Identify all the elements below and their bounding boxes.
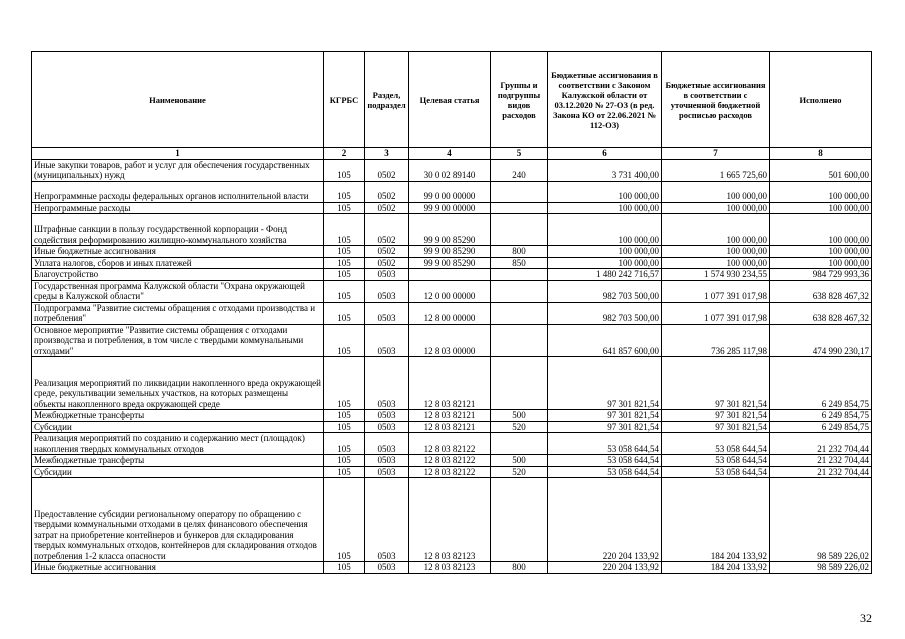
row-law-allocation: 97 301 821,54 (548, 357, 662, 410)
header-law-allocations: Бюджетные ассигнования в соответствии с Законом Калужской области от 03.12.2020 № 27-ОЗ (в ред. Закона КО от 22.06.2021 № 112-ОЗ) (548, 52, 662, 148)
column-number: 1 (32, 148, 324, 160)
row-expense-group: 520 (491, 466, 548, 478)
row-kgrbs: 105 (324, 466, 365, 478)
row-expense-group (491, 433, 548, 455)
row-refined-allocation: 736 285 117,98 (662, 324, 770, 357)
row-name: Основное мероприятие "Развитие системы обращения с отходами производства и потребления, в том числе с твердыми коммунальными отходами" (32, 324, 324, 357)
row-expense-group (491, 357, 548, 410)
table-row (32, 269, 872, 281)
row-name: Субсидии (32, 421, 324, 433)
table-row (32, 478, 872, 562)
row-kgrbs: 105 (324, 280, 365, 302)
row-law-allocation: 100 000,00 (548, 257, 662, 269)
row-refined-allocation: 184 204 133,92 (662, 562, 770, 574)
row-name: Уплата налогов, сборов и иных платежей (32, 257, 324, 269)
row-executed: 98 589 226,02 (770, 478, 872, 562)
row-name: Подпрограмма "Развитие системы обращения с отходами производства и потребления" (32, 302, 324, 324)
row-section: 0503 (365, 410, 409, 422)
row-law-allocation: 982 703 500,00 (548, 280, 662, 302)
row-section: 0502 (365, 257, 409, 269)
row-name: Штрафные санкции в пользу государственной корпорации - Фонд содействия реформированию жилищно-коммунального хозяйства (32, 214, 324, 246)
row-section: 0503 (365, 455, 409, 467)
row-target-article: 99 9 00 00000 (409, 202, 491, 214)
row-kgrbs: 105 (324, 269, 365, 281)
table-row (32, 257, 872, 269)
row-executed: 638 828 467,32 (770, 280, 872, 302)
row-name: Непрограммные расходы федеральных органов исполнительной власти (32, 181, 324, 202)
row-executed: 100 000,00 (770, 257, 872, 269)
row-executed: 100 000,00 (770, 246, 872, 258)
row-law-allocation: 220 204 133,92 (548, 478, 662, 562)
row-law-allocation: 3 731 400,00 (548, 159, 662, 181)
row-section: 0503 (365, 562, 409, 574)
column-number: 8 (770, 148, 872, 160)
row-expense-group (491, 324, 548, 357)
row-section: 0502 (365, 181, 409, 202)
row-executed: 6 249 854,75 (770, 421, 872, 433)
header-target-article: Целевая статья (409, 52, 491, 148)
row-refined-allocation: 53 058 644,54 (662, 433, 770, 455)
table-row (32, 302, 872, 324)
row-executed: 98 589 226,02 (770, 562, 872, 574)
row-target-article: 99 9 00 85290 (409, 257, 491, 269)
row-section: 0502 (365, 202, 409, 214)
row-executed: 6 249 854,75 (770, 410, 872, 422)
row-executed: 100 000,00 (770, 202, 872, 214)
row-executed: 21 232 704,44 (770, 433, 872, 455)
row-section: 0502 (365, 214, 409, 246)
table-row (32, 280, 872, 302)
row-refined-allocation: 100 000,00 (662, 181, 770, 202)
row-name: Предоставление субсидии региональному оператору по обращению с твердыми коммунальными отходами в целях финансового обеспечения затрат на приобретение контейнеров и бункеров для складирования твердых коммунальных отходов, контейнеров для складирования отходов потребления 1-2 класса опасности (32, 478, 324, 562)
row-expense-group (491, 280, 548, 302)
row-law-allocation: 641 857 600,00 (548, 324, 662, 357)
row-name: Государственная программа Калужской области "Охрана окружающей среды в Калужской области" (32, 280, 324, 302)
row-kgrbs: 105 (324, 302, 365, 324)
row-law-allocation: 53 058 644,54 (548, 466, 662, 478)
row-name: Межбюджетные трансферты (32, 410, 324, 422)
row-target-article: 12 8 03 82122 (409, 455, 491, 467)
row-expense-group (491, 269, 548, 281)
row-expense-group: 500 (491, 455, 548, 467)
header-refined-allocations: Бюджетные ассигнования в соответствии с уточненной бюджетной росписью расходов (662, 52, 770, 148)
row-executed: 100 000,00 (770, 214, 872, 246)
row-section: 0503 (365, 478, 409, 562)
row-target-article (409, 269, 491, 281)
row-name: Иные бюджетные ассигнования (32, 246, 324, 258)
row-law-allocation: 100 000,00 (548, 214, 662, 246)
row-kgrbs: 105 (324, 181, 365, 202)
row-refined-allocation: 53 058 644,54 (662, 455, 770, 467)
row-law-allocation: 220 204 133,92 (548, 562, 662, 574)
row-kgrbs: 105 (324, 410, 365, 422)
row-executed: 501 600,00 (770, 159, 872, 181)
row-kgrbs: 105 (324, 257, 365, 269)
row-expense-group: 800 (491, 562, 548, 574)
row-name: Непрограммные расходы (32, 202, 324, 214)
column-number: 5 (491, 148, 548, 160)
table-body (32, 159, 872, 573)
row-target-article: 12 8 03 82123 (409, 562, 491, 574)
table-row (32, 410, 872, 422)
row-section: 0503 (365, 433, 409, 455)
row-executed: 6 249 854,75 (770, 357, 872, 410)
row-expense-group: 800 (491, 246, 548, 258)
row-target-article: 12 8 03 82121 (409, 357, 491, 410)
table-row (32, 159, 872, 181)
row-name: Реализация мероприятий по созданию и содержанию мест (площадок) накопления твердых коммунальных отходов (32, 433, 324, 455)
header-section: Раздел, подраздел (365, 52, 409, 148)
row-kgrbs: 105 (324, 455, 365, 467)
row-section: 0503 (365, 324, 409, 357)
column-number: 7 (662, 148, 770, 160)
row-target-article: 12 8 03 00000 (409, 324, 491, 357)
row-law-allocation: 100 000,00 (548, 246, 662, 258)
column-number: 6 (548, 148, 662, 160)
row-executed: 100 000,00 (770, 181, 872, 202)
column-number: 2 (324, 148, 365, 160)
row-target-article: 99 9 00 85290 (409, 214, 491, 246)
row-name: Благоустройство (32, 269, 324, 281)
row-kgrbs: 105 (324, 478, 365, 562)
table-row (32, 433, 872, 455)
row-refined-allocation: 1 077 391 017,98 (662, 302, 770, 324)
row-section: 0503 (365, 269, 409, 281)
row-kgrbs: 105 (324, 421, 365, 433)
row-section: 0503 (365, 466, 409, 478)
row-kgrbs: 105 (324, 159, 365, 181)
row-expense-group (491, 302, 548, 324)
header-expense-group: Группы и подгруппы видов расходов (491, 52, 548, 148)
row-refined-allocation: 1 077 391 017,98 (662, 280, 770, 302)
row-target-article: 12 8 00 00000 (409, 302, 491, 324)
row-name: Иные закупки товаров, работ и услуг для обеспечения государственных (муниципальных) нужд (32, 159, 324, 181)
page-number: 32 (860, 611, 872, 625)
table-row (32, 181, 872, 202)
row-kgrbs: 105 (324, 433, 365, 455)
row-kgrbs: 105 (324, 324, 365, 357)
table-row (32, 214, 872, 246)
row-name: Иные бюджетные ассигнования (32, 562, 324, 574)
row-executed: 638 828 467,32 (770, 302, 872, 324)
row-target-article: 12 8 03 82121 (409, 410, 491, 422)
column-number-row (32, 148, 872, 160)
row-refined-allocation: 97 301 821,54 (662, 410, 770, 422)
row-refined-allocation: 100 000,00 (662, 246, 770, 258)
row-target-article: 99 9 00 85290 (409, 246, 491, 258)
row-expense-group: 500 (491, 410, 548, 422)
row-section: 0502 (365, 159, 409, 181)
row-target-article: 12 8 03 82122 (409, 466, 491, 478)
row-target-article: 12 8 03 82122 (409, 433, 491, 455)
row-expense-group (491, 181, 548, 202)
row-law-allocation: 982 703 500,00 (548, 302, 662, 324)
table-row (32, 421, 872, 433)
row-refined-allocation: 1 574 930 234,55 (662, 269, 770, 281)
budget-table (31, 51, 872, 574)
row-expense-group: 850 (491, 257, 548, 269)
row-executed: 21 232 704,44 (770, 466, 872, 478)
row-law-allocation: 100 000,00 (548, 202, 662, 214)
table-row (32, 466, 872, 478)
row-target-article: 12 0 00 00000 (409, 280, 491, 302)
row-section: 0503 (365, 280, 409, 302)
row-law-allocation: 100 000,00 (548, 181, 662, 202)
row-expense-group (491, 214, 548, 246)
row-refined-allocation: 1 665 725,60 (662, 159, 770, 181)
row-refined-allocation: 100 000,00 (662, 214, 770, 246)
row-kgrbs: 105 (324, 246, 365, 258)
header-kgrbs: КГРБС (324, 52, 365, 148)
row-refined-allocation: 97 301 821,54 (662, 357, 770, 410)
table-row (32, 202, 872, 214)
row-law-allocation: 53 058 644,54 (548, 433, 662, 455)
table-row (32, 357, 872, 410)
row-executed: 474 990 230,17 (770, 324, 872, 357)
row-target-article: 99 0 00 00000 (409, 181, 491, 202)
header-name: Наименование (32, 52, 324, 148)
table-row (32, 455, 872, 467)
row-law-allocation: 53 058 644,54 (548, 455, 662, 467)
row-name: Реализация мероприятий по ликвидации накопленного вреда окружающей среде, рекультивации земельных участков, на которых размещены объекты накопленного вреда окружающей среде (32, 357, 324, 410)
row-executed: 21 232 704,44 (770, 455, 872, 467)
header-row (32, 52, 872, 148)
row-section: 0502 (365, 246, 409, 258)
row-refined-allocation: 100 000,00 (662, 257, 770, 269)
row-section: 0503 (365, 357, 409, 410)
row-kgrbs: 105 (324, 357, 365, 410)
row-law-allocation: 97 301 821,54 (548, 410, 662, 422)
column-number: 3 (365, 148, 409, 160)
row-expense-group: 240 (491, 159, 548, 181)
column-number: 4 (409, 148, 491, 160)
row-kgrbs: 105 (324, 202, 365, 214)
row-section: 0503 (365, 302, 409, 324)
row-refined-allocation: 97 301 821,54 (662, 421, 770, 433)
row-refined-allocation: 53 058 644,54 (662, 466, 770, 478)
row-expense-group (491, 478, 548, 562)
row-section: 0503 (365, 421, 409, 433)
row-kgrbs: 105 (324, 214, 365, 246)
row-target-article: 12 8 03 82123 (409, 478, 491, 562)
row-law-allocation: 1 480 242 716,57 (548, 269, 662, 281)
row-executed: 984 729 993,36 (770, 269, 872, 281)
table-row (32, 562, 872, 574)
header-executed: Исполнено (770, 52, 872, 148)
row-kgrbs: 105 (324, 562, 365, 574)
table-row (32, 246, 872, 258)
row-target-article: 30 0 02 89140 (409, 159, 491, 181)
row-target-article: 12 8 03 82121 (409, 421, 491, 433)
row-refined-allocation: 100 000,00 (662, 202, 770, 214)
row-name: Субсидии (32, 466, 324, 478)
row-expense-group (491, 202, 548, 214)
row-name: Межбюджетные трансферты (32, 455, 324, 467)
table-row (32, 324, 872, 357)
row-expense-group: 520 (491, 421, 548, 433)
row-refined-allocation: 184 204 133,92 (662, 478, 770, 562)
row-law-allocation: 97 301 821,54 (548, 421, 662, 433)
